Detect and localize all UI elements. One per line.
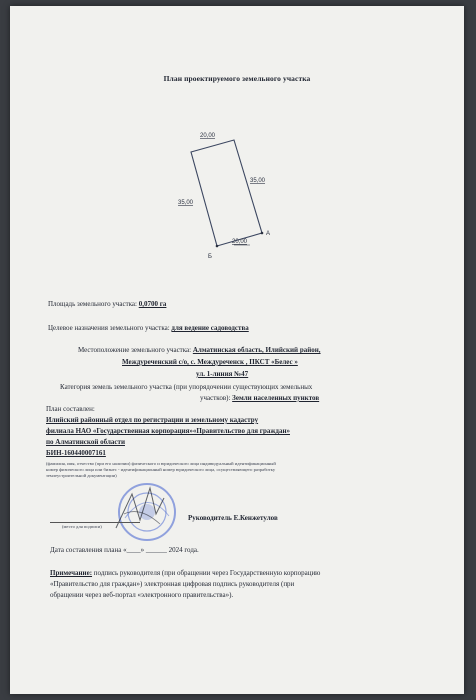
compiler-line3: по Алматинской области [46, 438, 125, 446]
compiler-row-2 [46, 427, 290, 435]
category-label-line1: Категория земель земельного участка (при упорядочении существующих земельных [60, 383, 313, 391]
handwritten-signature [110, 484, 170, 534]
compiler-line1: Илийский районный отдел по регистрации и земельному кадастру [46, 416, 259, 424]
category-label-line2: участков): [200, 394, 231, 402]
point-a-marker [261, 232, 264, 235]
area-label: Площадь земельного участка: [48, 300, 137, 308]
note-label: Примечание: [50, 569, 93, 577]
area-row [48, 300, 166, 308]
location-row [78, 346, 321, 354]
fine-print-line3: землеустроительной документации) [46, 473, 117, 478]
location-value-line3: ул. 1-линия №47 [196, 370, 249, 378]
point-b-label: Б [208, 254, 212, 260]
fine-print-line2: номер физического лица или бизнес - идентификационный номер юридического лица, осуществляющего разработку [46, 467, 276, 472]
date-row [50, 546, 199, 554]
note-line2: «Правительство для граждан») электронная цифровая подпись руководителя (при [50, 580, 295, 588]
compiler-bin: БИН-160440007161 [46, 449, 106, 457]
point-a-label: A [266, 231, 271, 237]
right-length-label: 35,00 [250, 178, 266, 184]
bottom-length-label: 20,00 [232, 239, 248, 245]
purpose-row [48, 324, 249, 332]
signature-label: (место для подписи) [62, 524, 102, 529]
compiler-line2: филиала НАО «Государственная корпорация»«Правительство для граждан» [46, 427, 290, 435]
compiler-row-bin [46, 449, 106, 457]
purpose-label: Целевое назначения земельного участка: [48, 324, 170, 332]
compiler-row-1 [46, 416, 258, 424]
compiled-label: План составлен: [46, 405, 95, 413]
point-b-marker [216, 245, 219, 248]
fine-print-line1: (фамилия, имя, отчество (при его наличии) физического и юридического лица индивидуальный идентификационный [46, 461, 276, 466]
compiler-row-3 [46, 438, 125, 446]
date-value: «____» ______ 2024 года. [123, 546, 199, 554]
location-line2-row [122, 358, 298, 366]
location-value-line2: Междуреченский с/о, с. Междуреченск , ПКСТ «Белес » [122, 358, 298, 366]
document-title: План проектируемого земельного участка [163, 74, 311, 83]
note-line3: обращении через веб-портал «электронного правительства»). [50, 591, 234, 599]
document-page [10, 6, 464, 694]
signer-name: Руководитель Е.Кенжетулов [188, 514, 278, 522]
location-label: Местоположение земельного участка: [78, 346, 192, 354]
area-value: 0,0700 га [138, 300, 167, 308]
category-value: Земли населенных пунктов [232, 394, 320, 402]
date-label: Дата составления плана [50, 546, 122, 554]
purpose-value: для ведение садоводства [171, 324, 249, 332]
top-length-label: 20,00 [200, 133, 216, 139]
location-line3-row [196, 370, 248, 378]
note-row-1 [50, 569, 320, 577]
location-value-line1: Алматинская область, Илийский район, [192, 346, 321, 354]
left-length-label: 35,00 [178, 200, 194, 206]
plot-plan-diagram [10, 6, 464, 306]
note-line1: подпись руководителя (при обращении через Государственную корпорацию [92, 569, 321, 577]
plot-outline [191, 140, 262, 246]
category-row [200, 394, 319, 402]
